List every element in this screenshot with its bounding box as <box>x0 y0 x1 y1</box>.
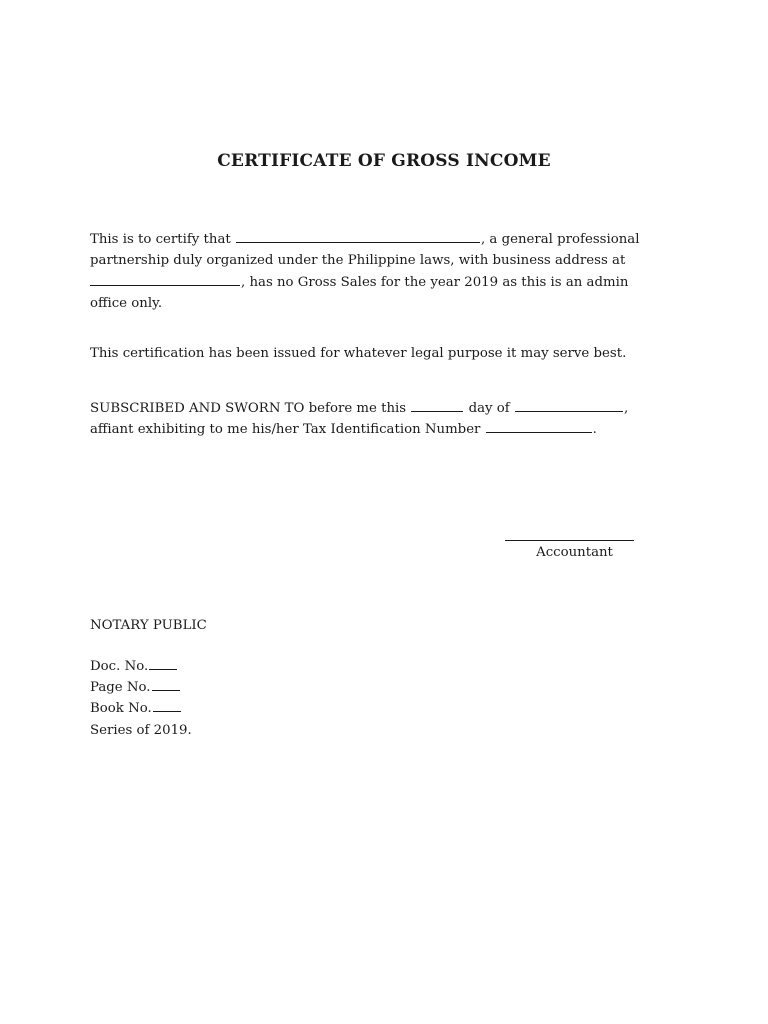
series-row <box>90 720 192 741</box>
tin-text: affiant exhibiting to me his/her Tax Identification Number <box>90 422 481 437</box>
day-blank <box>411 397 463 412</box>
series-label: Series of 2019. <box>90 722 192 738</box>
document-title: CERTIFICATE OF GROSS INCOME <box>217 151 551 171</box>
day-of-text: day of <box>468 401 510 416</box>
book-no-blank <box>153 699 181 712</box>
gross-sales-text: , has no Gross Sales for the year 2019 as this is an admin <box>241 275 629 290</box>
doc-no-blank <box>149 657 177 670</box>
book-no-label: Book No. <box>90 701 152 717</box>
general-professional-text: , a general professional <box>480 232 640 247</box>
month-blank <box>515 397 623 412</box>
period-text: . <box>592 422 597 437</box>
doc-no-row <box>90 656 192 677</box>
subscribed-line-2 <box>90 418 678 439</box>
certification-paragraph <box>90 228 678 314</box>
notary-public-heading: NOTARY PUBLIC <box>90 618 207 633</box>
subscribed-paragraph <box>90 397 678 439</box>
notarial-register <box>90 656 192 741</box>
page-no-row <box>90 677 192 698</box>
paragraph-line-2: partnership duly organized under the Philippine laws, with business address at <box>90 253 626 268</box>
certify-text: This is to certify that <box>90 232 231 247</box>
paragraph-line-1 <box>90 228 678 250</box>
subscribed-text: SUBSCRIBED AND SWORN TO before me this <box>90 401 407 416</box>
signature-line <box>505 540 634 541</box>
page-no-label: Page No. <box>90 680 151 696</box>
subscribed-line-1 <box>90 397 678 418</box>
accountant-label: Accountant <box>536 545 613 560</box>
business-address-blank <box>90 271 240 286</box>
doc-no-label: Doc. No. <box>90 659 149 674</box>
paragraph-line-4: office only. <box>90 296 163 311</box>
purpose-paragraph: This certification has been issued for whatever legal purpose it may serve best. <box>90 346 627 361</box>
book-no-row <box>90 698 192 719</box>
company-name-blank <box>236 228 480 243</box>
paragraph-line-3 <box>90 271 678 293</box>
tin-blank <box>486 418 592 433</box>
page-no-blank <box>152 678 180 691</box>
comma-text: , <box>623 401 629 416</box>
